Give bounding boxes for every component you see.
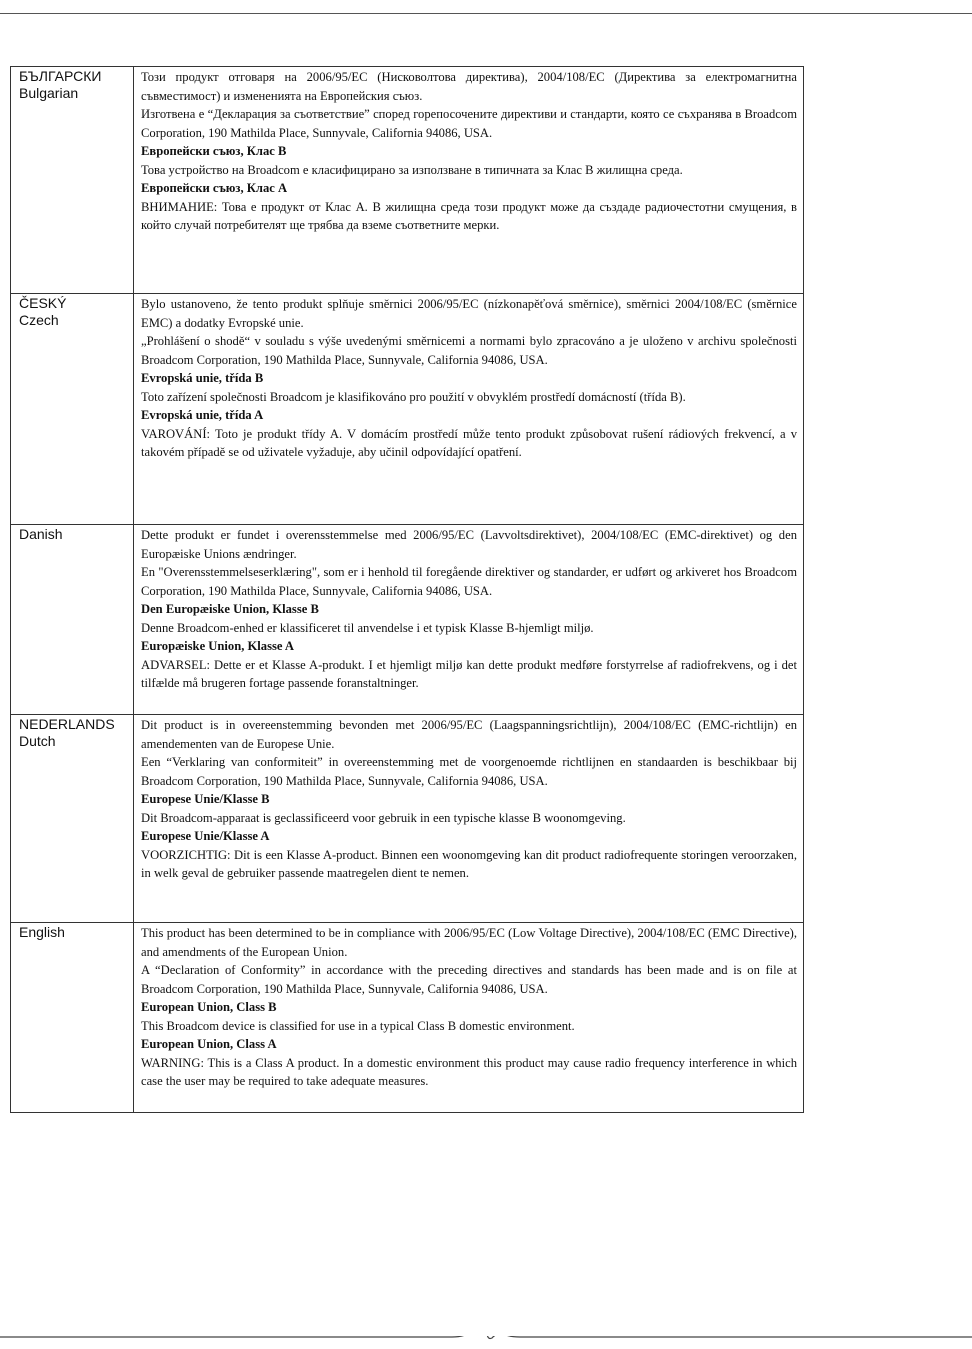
compliance-paragraph: Bylo ustanoveno, že tento produkt splňuje směrnici 2006/95/EC (nízkonapěťová směrnice), směrnici 2004/108/EC (směrnice EMC) a dodatky Evropské unie. xyxy=(141,297,797,330)
class-a-warning-paragraph: WARNING: This is a Class A product. In a domestic environment this product may cause radio frequency interference in which case the user may be required to take adequate measures. xyxy=(141,1055,797,1088)
class-b-heading: Evropská unie, třída B xyxy=(141,371,264,385)
table-row xyxy=(11,525,804,715)
class-a-heading: European Union, Class A xyxy=(141,1037,277,1051)
class-b-heading: Den Europæiske Union, Klasse B xyxy=(141,602,319,616)
declaration-paragraph: A “Declaration of Conformity” in accordance with the preceding directives and standards has been made and is on file at Broadcom Corporation, 190 Mathilda Place, Sunnyvale, California 94086, USA. xyxy=(141,963,797,996)
class-a-warning-paragraph: ADVARSEL: Dette er et Klasse A-produkt. I et hjemligt miljø kan dette produkt medføre forstyrrelse af radiofrekvens, og i det tilfælde må brugeren fortage passende foranstaltninger. xyxy=(141,657,797,690)
declaration-paragraph: „Prohlášení o shodě“ v souladu s výše uvedenými směrnicemi a normami bylo zpracováno a je uloženo v archivu společnosti Broadcom Corporation, 190 Mathilda Place, Sunnyvale, California 94086, USA. xyxy=(141,334,797,367)
language-cell xyxy=(11,715,134,923)
statement-cell xyxy=(134,67,804,294)
declaration-paragraph: En "Overensstemmelseserklæring", som er i henhold til foregående direktiver og standarder, er udført og arkiveret hos Broadcom Corporation, 190 Mathilda Place, Sunnyvale, California 94086, USA. xyxy=(141,565,797,598)
compliance-paragraph: Dette produkt er fundet i overensstemmelse med 2006/95/EC (Lavvoltsdirektivet), 2004/108/EC (EMC-direktivet) og den Europæiske Unions ændringer. xyxy=(141,528,797,561)
language-english-name: Dutch xyxy=(19,733,56,749)
language-native-name: Danish xyxy=(19,526,63,542)
language-native-name: БЪЛГАРСКИ xyxy=(19,68,102,84)
class-a-heading: Evropská unie, třída A xyxy=(141,408,264,422)
class-a-warning-paragraph: VAROVÁNÍ: Toto je produkt třídy A. V domácím prostředí může tento produkt způsobovat rušení rádiových frekvencí, a v takovém případě se od uživatele vyžaduje, aby učinil odpovídající opatření. xyxy=(141,426,797,459)
class-a-heading: Europese Unie/Klasse A xyxy=(141,829,270,843)
compliance-table xyxy=(10,66,804,1113)
language-cell xyxy=(11,923,134,1113)
language-english-name: Czech xyxy=(19,312,59,328)
language-native-name: NEDERLANDS xyxy=(19,716,115,732)
compliance-paragraph: Dit product is in overeenstemming bevonden met 2006/95/EC (Laagspanningsrichtlijn), 2004/108/EC (EMC-richtlijn) en amendementen van de Europese Unie. xyxy=(141,718,797,751)
language-cell xyxy=(11,67,134,294)
statement-cell xyxy=(134,525,804,715)
language-english-name: Bulgarian xyxy=(19,85,79,101)
compliance-paragraph: Този продукт отговаря на 2006/95/EC (Нисковолтова директива), 2004/108/EC (Директива за електромагнитна съвместимост) и измененията на Европейския съюз. xyxy=(141,70,797,103)
language-cell xyxy=(11,294,134,525)
language-cell xyxy=(11,525,134,715)
language-native-name: ČESKÝ xyxy=(19,295,67,311)
table-row xyxy=(11,294,804,525)
statement-cell xyxy=(134,715,804,923)
class-a-warning-paragraph: ВНИМАНИЕ: Това е продукт от Клас А. В жилищна среда този продукт може да създаде радиочестотни смущения, в който случай потребителят ще трябва да вземе съответните мерки. xyxy=(141,199,797,232)
statement-cell xyxy=(134,294,804,525)
statement-cell xyxy=(134,923,804,1113)
class-b-paragraph: Toto zařízení společnosti Broadcom je klasifikováno pro použití v obvyklém prostředí domácností (třída B). xyxy=(141,389,686,404)
class-b-heading: Европейски съюз, Клас B xyxy=(141,144,287,158)
class-a-heading: Europæiske Union, Klasse A xyxy=(141,639,295,653)
class-b-paragraph: Dit Broadcom-apparaat is geclassificeerd voor gebruik in een typische klasse B woonomgeving. xyxy=(141,810,626,825)
table-row xyxy=(11,67,804,294)
language-native-name: English xyxy=(19,924,65,940)
declaration-paragraph: Изготвена е “Декларация за съответствие” според горепосочените директиви и стандарти, която се съхранява в Broadcom Corporation, 190 Mathilda Place, Sunnyvale, California 94086, USA. xyxy=(141,107,797,140)
declaration-paragraph: Een “Verklaring van conformiteit” in overeenstemming met de voorgenoemde richtlijnen en standaarden is beschikbaar bij Broadcom Corporation, 190 Mathilda Place, Sunnyvale, California 94086, USA. xyxy=(141,755,797,788)
table-row xyxy=(11,715,804,923)
top-rule xyxy=(0,13,972,14)
table-row xyxy=(11,923,804,1113)
class-b-heading: European Union, Class B xyxy=(141,1000,277,1014)
class-b-paragraph: This Broadcom device is classified for use in a typical Class B domestic environment. xyxy=(141,1018,575,1033)
class-b-heading: Europese Unie/Klasse B xyxy=(141,792,270,806)
compliance-paragraph: This product has been determined to be in compliance with 2006/95/EC (Low Voltage Directive), 2004/108/EC (EMC Directive), and amendments of the European Union. xyxy=(141,926,797,959)
class-a-heading: Европейски съюз, Клас A xyxy=(141,181,288,195)
class-a-warning-paragraph: VOORZICHTIG: Dit is een Klasse A-product. Binnen een woonomgeving kan dit product radiofrequente storingen veroorzaken, in welk geval de gebruiker passende maatregelen dient te nemen. xyxy=(141,847,797,880)
footer-rule-with-tick xyxy=(0,1336,972,1349)
class-b-paragraph: Това устройство на Broadcom е класифицирано за използване в типичната за Клас B жилищна среда. xyxy=(141,162,683,177)
class-b-paragraph: Denne Broadcom-enhed er klassificeret til anvendelse i et typisk Klasse B-hjemligt miljø. xyxy=(141,620,594,635)
